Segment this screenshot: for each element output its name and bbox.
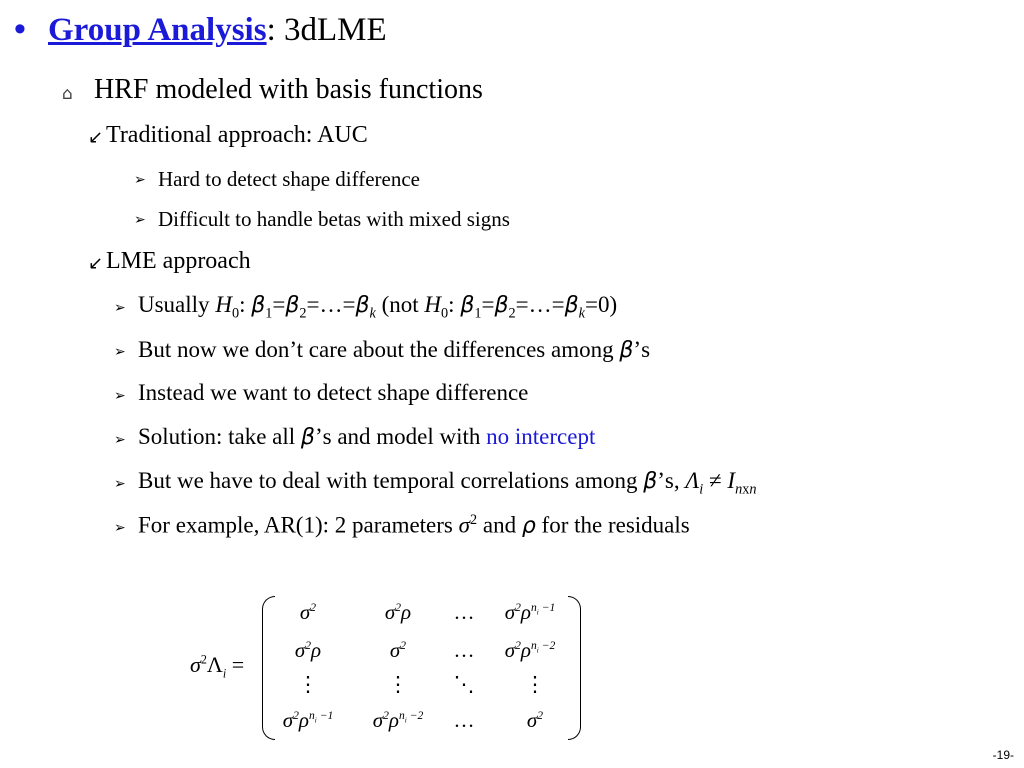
chevron-right-icon: ➢ [134,212,146,228]
lme-item-solution: Solution: take all β’s and model with no intercept [138,424,596,450]
lme-item-care: But now we don’t care about the differences among β’s [138,337,651,363]
chevron-right-icon: ➢ [114,520,126,536]
chevron-right-icon: ➢ [114,476,126,492]
arrow-down-left-icon: ↙ [88,253,104,274]
chevron-right-icon: ➢ [114,344,126,360]
lme-heading: LME approach [106,248,251,274]
matrix-lhs: $\sigma^2\Lambda_i$ = [190,652,245,681]
no-intercept-text: no intercept [486,424,596,449]
chevron-right-icon: ➢ [114,300,126,316]
hollow-diamond-bullet-icon: ⌂ [62,84,73,104]
traditional-heading: Traditional approach: AUC [106,122,368,148]
lme-item-example: For example, AR(1): 2 parameters $\sigma^2$ and ρ for the residuals [138,512,690,539]
trad-item-2: Difficult to handle betas with mixed signs [158,207,510,231]
slide-title [48,12,387,49]
page-number: -19- [992,748,1014,762]
covariance-matrix-equation: $\sigma^2\Lambda_i$ = $\sigma^2$ $\sigma^2\rho$ … $\sigma^2\rho^{n_i -1}$ $\sigma^2\rho$ $\sigma^2$ … $\sigma^2\rho^{n_i -2}$ ⋮ ⋮ ⋱ ⋮ $\sigma^2\rho^{n_i -1}$ $\sigma^2\rho^{n_i -2}$ … $\sigma^2$ [190,596,590,741]
chevron-right-icon: ➢ [114,388,126,404]
hrf-basis-heading: HRF modeled with basis functions [94,74,483,105]
trad-item-1: Hard to detect shape difference [158,167,420,191]
lme-item-usually: Usually $H_0$: $\beta_1=\beta_2=\dots=\beta_k$ (not $H_0$: $\beta_1=\beta_2=\dots=\beta_k=0$) [138,292,618,322]
chevron-right-icon: ➢ [134,172,146,188]
arrow-down-left-icon: ↙ [88,127,104,148]
bullet-dot-icon: • [14,10,26,48]
lme-item-instead: Instead we want to detect shape difference [138,380,529,405]
title-rest: : 3dLME [266,12,387,48]
chevron-right-icon: ➢ [114,432,126,448]
group-analysis-link[interactable]: Group Analysis [48,12,267,48]
lme-item-deal: But we have to deal with temporal correlations among β’s, $\Lambda_i \ne I_{nxn}$ [138,468,757,498]
